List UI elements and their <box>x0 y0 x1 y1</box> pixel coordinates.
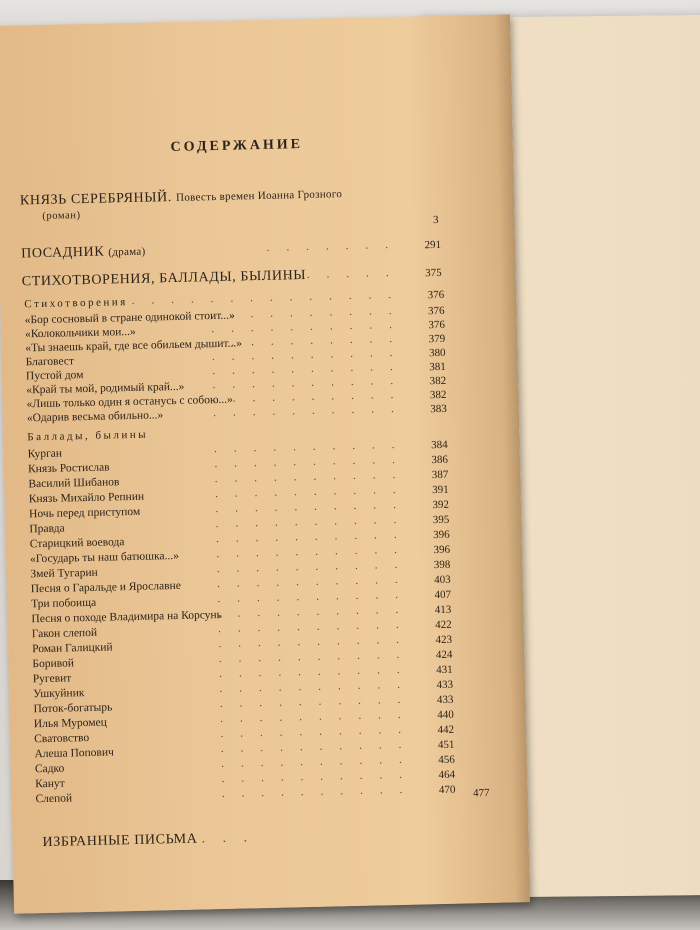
entry-title: «Одарив весьма обильно...» <box>26 409 164 425</box>
entry-title: «Государь ты наш батюшка...» <box>29 549 180 566</box>
dot-leader: . . . . . . . . . . <box>219 693 408 711</box>
entry-title: «Лишь только один я останусь с собою...» <box>26 393 234 411</box>
entry-title: Слепой <box>35 792 73 806</box>
entry-title: «Колокольчики мои...» <box>24 325 136 341</box>
page-number: 440 <box>437 708 454 722</box>
entry-title: Песня о Гаральде и Ярославне <box>30 579 181 596</box>
dot-leader: . . . . . . . . . . <box>215 528 404 546</box>
page-number: 413 <box>434 603 452 617</box>
page-number: 381 <box>429 360 446 374</box>
page-number: 391 <box>432 483 449 497</box>
dot-leader: . . . . . . . . . . <box>214 468 403 486</box>
dot-leader: . . . . . . . . . . <box>214 483 403 501</box>
dot-leader: . . . . . . . . . . <box>218 633 407 651</box>
entry-title: Пустой дом <box>25 369 84 383</box>
page-number: 422 <box>435 618 452 632</box>
page-number: 382 <box>429 374 447 388</box>
page-number: 395 <box>432 513 450 527</box>
dot-leader: . . . . . . . . . . <box>220 708 408 726</box>
entry-title: «Бор сосновый в стране одинокой стоит...» <box>24 309 235 327</box>
entry-title: Князь Михайло Репнин <box>28 490 145 506</box>
entry-title: Курган <box>27 447 63 461</box>
page-number: 403 <box>434 573 451 587</box>
dot-leader: . . . . . . . . . . <box>221 783 410 801</box>
page-number: 387 <box>431 468 449 482</box>
dot-leader: . . . . . . . . . . <box>212 360 400 378</box>
entry-title: Ругевит <box>32 672 72 686</box>
page-number: 376 <box>427 304 445 318</box>
page-number: 456 <box>438 753 455 767</box>
dot-leader: . . . . . . . . . . <box>211 318 400 336</box>
page-number: 423 <box>435 633 453 647</box>
entry-title: Гакон слепой <box>31 626 98 641</box>
entry-title: Боривой <box>32 657 75 671</box>
page-number: 396 <box>433 543 451 557</box>
dot-leader: . . . . . . . . . . <box>221 768 410 786</box>
section-title-posadnik <box>21 238 441 264</box>
dot-leader: . . . . . . . . . . <box>216 543 405 561</box>
page-number: 442 <box>437 723 455 737</box>
dot-leader: . . . . . . . . . . <box>221 753 409 771</box>
page-number: 392 <box>432 498 450 512</box>
subsection-title: Стихотворения <box>24 296 128 311</box>
entry-title: ПОСАДНИК (драма) <box>21 244 146 262</box>
entry-title: Князь Ростислав <box>27 461 110 476</box>
dot-leader: . . . . . . . . . . . . . . . <box>111 288 399 308</box>
entry-title: «Ты знаешь край, где все обильем дышит...» <box>25 337 243 355</box>
page-number: 451 <box>437 738 455 752</box>
section-title-prince-serebryany <box>20 186 342 209</box>
entry-title: Канут <box>35 777 65 791</box>
entry-title: Василий Шибанов <box>28 476 120 491</box>
dot-leader: . . . . . . . . . . <box>219 678 408 696</box>
entry-title: Правда <box>29 522 65 536</box>
page-number: 383 <box>430 402 447 416</box>
dot-leader: . . . . . . . . . . <box>220 738 409 756</box>
dot-leader: . . . . . . . . . . <box>215 498 404 516</box>
dot-leader: . . . . . . . . . . <box>213 402 401 420</box>
entry-title: Поток-богатырь <box>33 701 113 716</box>
page-number: 375 <box>425 266 442 280</box>
section-title-text: КНЯЗЬ СЕРЕБРЯНЫЙ. <box>19 190 173 209</box>
page-number: 3 <box>432 213 439 227</box>
dot-leader: . . . . . . . . . . <box>217 603 406 621</box>
dot-leader: . . . . . . . . . . <box>215 513 404 531</box>
dot-leader: . . . . . . . . . . <box>212 388 401 406</box>
table-of-contents <box>0 14 530 913</box>
entry-title: «Край ты мой, родимый край...» <box>26 380 185 397</box>
page-number: 433 <box>436 678 454 692</box>
dot-leader: . . . . . . . . . . <box>210 304 399 322</box>
entry-title: Сватовство <box>34 732 90 746</box>
dot-leader: . . . . . . . . . . <box>214 453 403 471</box>
dot-leader: . . . . . . . . . . <box>211 346 400 364</box>
page-number: 384 <box>430 438 448 452</box>
page-number: 379 <box>428 332 446 346</box>
section-title-text: ИЗБРАННЫЕ ПИСЬМА <box>42 831 198 851</box>
entry-title: Ночь перед приступом <box>28 505 141 521</box>
page-number: 380 <box>428 346 446 360</box>
dot-leader: . . . . . . . . . . <box>216 558 405 576</box>
entry-title: Старицкий воевода <box>29 536 125 551</box>
page-number: 407 <box>434 588 452 602</box>
page-number: 376 <box>427 288 445 302</box>
dot-leader: . . . . . . . . . . <box>217 588 406 606</box>
subsection-ballads: Баллады, былины <box>27 428 149 444</box>
page-number: 464 <box>438 768 456 782</box>
page-number: 386 <box>431 453 449 467</box>
dot-leader: . . . . . . <box>286 266 396 282</box>
dot-leader: . . . . . . . . . . <box>216 573 405 591</box>
page-number: 398 <box>433 558 451 572</box>
dot-leader: . . . . . . . . . . <box>218 663 407 681</box>
dot-leader: . . . . . . . . . . <box>217 618 406 636</box>
entry-title: Песня о походе Владимира на Корсунь <box>31 608 222 626</box>
entry-title: Садко <box>34 762 65 776</box>
entry-title: СТИХОТВОРЕНИЯ, БАЛЛАДЫ, БЫЛИНЫ <box>21 267 307 290</box>
page-number: 470 <box>438 783 456 797</box>
page-number: 382 <box>429 388 447 402</box>
page-number: 424 <box>435 648 453 662</box>
left-page <box>0 14 530 913</box>
page-number: 291 <box>424 238 442 252</box>
page-number: 433 <box>436 693 454 707</box>
entry-title: Благовест <box>25 355 75 369</box>
entry-title: Три побоища <box>30 596 97 611</box>
entry-title: Ушкуйник <box>33 687 85 701</box>
page-number: 376 <box>428 318 446 332</box>
page-number-extra: 477 <box>472 786 490 800</box>
entry-title: Змей Тугарин <box>30 566 98 581</box>
entry-title: Илья Муромец <box>33 716 107 731</box>
page-title: СОДЕРЖАНИЕ <box>170 137 304 156</box>
dot-leader: . . . . . . . . . . <box>212 374 401 392</box>
section-subtitle: Повесть времен Иоанна Грозного <box>175 188 343 204</box>
dot-leader: . . . . . . . . . . <box>211 332 400 350</box>
page-number: 431 <box>436 663 453 677</box>
page-number: 396 <box>433 528 450 542</box>
dot-leader: . . . . . . . . . . <box>218 648 407 666</box>
section-subtitle-genre: (роман) <box>42 210 81 222</box>
dot-leader: . . . . . . . . . . <box>220 723 409 741</box>
entry-title: Алеша Попович <box>34 746 114 761</box>
section-title-selected-letters: ИЗБРАННЫЕ ПИСЬМА . . . <box>42 830 255 851</box>
dot-leader: . . . . . . . <box>266 238 396 254</box>
dot-leader: . . . . . . . . . . <box>213 438 402 456</box>
entry-title: Роман Галицкий <box>32 641 113 656</box>
